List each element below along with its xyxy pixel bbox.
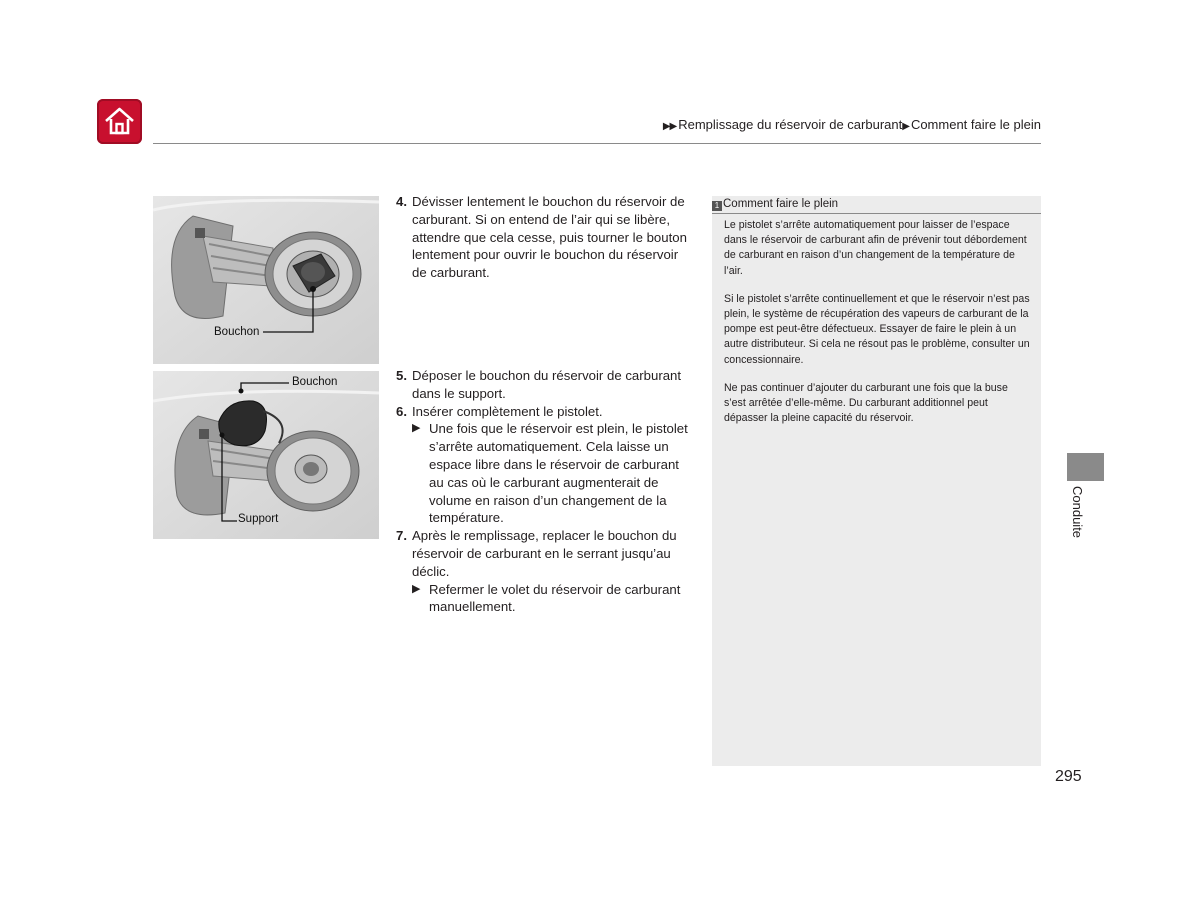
page-number: 295 bbox=[1055, 768, 1082, 785]
section-tab-label[interactable]: Conduite bbox=[1070, 486, 1085, 539]
reference-marker-icon: 1 bbox=[712, 201, 722, 211]
sidebar-title-text: Comment faire le plein bbox=[723, 198, 839, 210]
step-4 bbox=[396, 193, 692, 282]
sidebar-paragraph: Ne pas continuer d’ajouter du carburant une fois que la buse s’est arrêtée d’elle-même. Du carburant additionnel peut dépasser la pleine capacité du réservoir. bbox=[724, 381, 1008, 425]
section-tab-marker[interactable] bbox=[1067, 453, 1104, 481]
note-text: Une fois que le réservoir est plein, le pistolet s’arrête automatiquement. Cela laisse un espace libre dans le réservoir de carburant au cas où le carburant augmenterait de volume en raison d’un changement de la température. bbox=[429, 421, 688, 526]
fuel-filler-illustration bbox=[153, 196, 379, 364]
step-number: 5. bbox=[396, 368, 407, 383]
step-text: Insérer complètement le pistolet. bbox=[412, 403, 603, 419]
steps-block-1 bbox=[396, 193, 692, 282]
step-7 bbox=[396, 527, 692, 580]
step-5 bbox=[396, 367, 692, 403]
sidebar-body bbox=[724, 218, 1030, 439]
sidebar-title bbox=[712, 196, 1041, 214]
sidebar-paragraph: Le pistolet s’arrête automatiquement pour laisser de l’espace dans le réservoir de carburant afin de prévenir tout débordement de carburant en raison d’un changement de la température de l’air. bbox=[724, 219, 1027, 277]
steps-block-2 bbox=[396, 367, 692, 616]
callout-support: Support bbox=[238, 513, 279, 525]
breadcrumb-part1[interactable]: Remplissage du réservoir de carburant bbox=[678, 117, 903, 132]
note-text: Refermer le volet du réservoir de carburant manuellement. bbox=[429, 581, 681, 615]
breadcrumb-part2[interactable]: Comment faire le plein bbox=[910, 117, 1041, 132]
step-number: 7. bbox=[396, 528, 407, 544]
step-6 bbox=[396, 403, 692, 421]
step-number: 4. bbox=[396, 194, 407, 209]
step-text: Après le remplissage, replacer le bouchon du réservoir de carburant en le serrant jusqu’au déclic. bbox=[412, 528, 677, 579]
sidebar-notes bbox=[712, 196, 1041, 766]
figure-cap-holder bbox=[153, 371, 379, 539]
callout-bouchon-top: Bouchon bbox=[292, 376, 338, 388]
callout-bouchon: Bouchon bbox=[214, 326, 260, 338]
triangle-bullet-icon: ▶ bbox=[412, 422, 421, 435]
step-text: Dévisser lentement le bouchon du réservoir de carburant. Si on entend de l’air qui se libère, attendre que cela cesse, puis tourner le bouton lentement pour ouvrir le bouchon du réservoir de carburant. bbox=[412, 194, 687, 281]
step-6-note bbox=[396, 420, 692, 527]
home-icon bbox=[103, 105, 136, 138]
sidebar-paragraph: Si le pistolet s’arrête continuellement et que le réservoir n’est pas plein, le système de récupération des vapeurs de carburant de la pompe est peut-être défectueux. Essayer de faire le plein à un autre distributeur. Si cela ne résout pas le problème, consulter un concessionnaire. bbox=[724, 292, 1030, 366]
breadcrumb-arrow-icon: ▶ bbox=[902, 121, 909, 132]
triangle-bullet-icon: ▶ bbox=[412, 582, 421, 595]
breadcrumb bbox=[663, 117, 1041, 132]
step-7-note bbox=[396, 581, 692, 617]
home-button[interactable] bbox=[97, 99, 142, 144]
step-text: Déposer le bouchon du réservoir de carburant dans le support. bbox=[412, 368, 682, 401]
header-divider bbox=[153, 143, 1041, 144]
breadcrumb-arrow-icon: ▶▶ bbox=[662, 121, 677, 132]
figure-fuel-cap bbox=[153, 196, 379, 364]
step-number: 6. bbox=[396, 403, 407, 419]
